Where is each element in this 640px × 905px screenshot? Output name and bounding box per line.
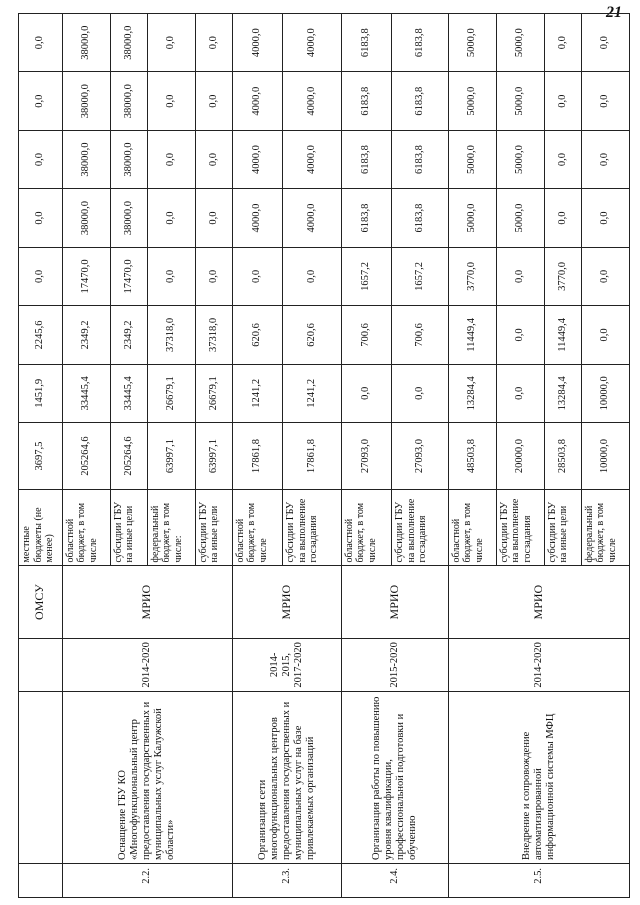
amount-cell: 48503,8 xyxy=(448,423,496,490)
amount-cell: 37318,0 xyxy=(147,306,195,364)
amount-cell: 6183,8 xyxy=(341,130,391,188)
amount-cell: 2349,2 xyxy=(110,306,147,364)
amount-cell: 4000,0 xyxy=(232,130,282,188)
amount-cell: 38000,0 xyxy=(110,72,147,130)
executor: МРИО xyxy=(232,566,341,638)
amount-cell: 0,0 xyxy=(544,130,581,188)
amount-cell: 620,6 xyxy=(283,306,342,364)
amount-cell: 620,6 xyxy=(232,306,282,364)
amount-cell: 1241,2 xyxy=(283,364,342,422)
amount-cell: 2349,2 xyxy=(62,306,110,364)
amount-cell: 700,6 xyxy=(341,306,391,364)
amount-cell: 0,0 xyxy=(232,247,282,305)
amount-cell: 6183,8 xyxy=(392,189,449,247)
amount-cell: 38000,0 xyxy=(110,14,147,72)
row-number: 2.3. xyxy=(232,864,341,898)
amount-cell: 0,0 xyxy=(195,189,232,247)
amount-cell: 38000,0 xyxy=(62,189,110,247)
funding-source: субсидии ГБУ на иные цели xyxy=(195,490,232,567)
amount-cell: 5000,0 xyxy=(496,189,544,247)
amount-cell: 17861,8 xyxy=(283,423,342,490)
amount-cell: 6183,8 xyxy=(341,72,391,130)
amount-cell: 0,0 xyxy=(147,130,195,188)
amount-cell: 3770,0 xyxy=(448,247,496,305)
amount-cell: 13284,4 xyxy=(448,364,496,422)
amount-cell: 0,0 xyxy=(581,130,629,188)
amount-cell: 33445,4 xyxy=(110,364,147,422)
amount-cell: 0,0 xyxy=(283,247,342,305)
amount-cell: 26679,1 xyxy=(147,364,195,422)
amount-cell: 1451,9 xyxy=(19,364,63,422)
amount-cell: 4000,0 xyxy=(283,72,342,130)
amount-cell: 38000,0 xyxy=(62,130,110,188)
amount-cell: 3697,5 xyxy=(19,423,63,490)
amount-cell: 0,0 xyxy=(19,189,63,247)
amount-cell: 0,0 xyxy=(195,130,232,188)
table-row xyxy=(341,14,391,898)
row-number: 2.5. xyxy=(448,864,629,898)
amount-cell: 13284,4 xyxy=(544,364,581,422)
amount-cell: 11449,4 xyxy=(448,306,496,364)
measure-name: Оснащение ГБУ КО «Многофункциональный центр предоставления государственных и муниципальных услуг Калужской области» xyxy=(62,691,232,863)
amount-cell: 5000,0 xyxy=(448,14,496,72)
amount-cell: 28503,8 xyxy=(544,423,581,490)
amount-cell: 0,0 xyxy=(19,247,63,305)
row-number: 2.4. xyxy=(341,864,448,898)
period: 2015-2020 xyxy=(341,638,448,691)
amount-cell: 10000,0 xyxy=(581,364,629,422)
period: 2014-2020 xyxy=(62,638,232,691)
measure-name: Организация сети многофункциональных центров предоставления государственных и муниципальных услуг на базе привлекаемых организаций xyxy=(232,691,341,863)
amount-cell: 0,0 xyxy=(195,247,232,305)
amount-cell: 63997,1 xyxy=(195,423,232,490)
executor: МРИО xyxy=(448,566,629,638)
amount-cell: 20000,0 xyxy=(496,423,544,490)
amount-cell: 38000,0 xyxy=(62,72,110,130)
amount-cell: 17470,0 xyxy=(110,247,147,305)
amount-cell: 4000,0 xyxy=(232,14,282,72)
amount-cell: 700,6 xyxy=(392,306,449,364)
amount-cell: 0,0 xyxy=(392,364,449,422)
table-row xyxy=(62,14,110,898)
amount-cell: 0,0 xyxy=(581,247,629,305)
period: 2014-2015, 2017-2020 xyxy=(232,638,341,691)
amount-cell: 0,0 xyxy=(195,14,232,72)
amount-cell: 0,0 xyxy=(147,247,195,305)
row-number-cell xyxy=(19,864,63,898)
amount-cell: 0,0 xyxy=(341,364,391,422)
amount-cell: 0,0 xyxy=(147,72,195,130)
row-number: 2.2. xyxy=(62,864,232,898)
amount-cell: 0,0 xyxy=(195,72,232,130)
funding-source: областной бюджет, в том числе xyxy=(232,490,282,567)
amount-cell: 3770,0 xyxy=(544,247,581,305)
amount-cell: 4000,0 xyxy=(283,14,342,72)
executor: МРИО xyxy=(341,566,448,638)
amount-cell: 0,0 xyxy=(147,189,195,247)
funding-source: областной бюджет, в том числе xyxy=(341,490,391,567)
amount-cell: 5000,0 xyxy=(448,72,496,130)
amount-cell: 6183,8 xyxy=(392,130,449,188)
amount-cell: 5000,0 xyxy=(496,14,544,72)
amount-cell: 33445,4 xyxy=(62,364,110,422)
amount-cell: 0,0 xyxy=(496,364,544,422)
amount-cell: 0,0 xyxy=(19,72,63,130)
amount-cell: 0,0 xyxy=(544,72,581,130)
funding-source: субсидии ГБУ на выполнение госзадания xyxy=(283,490,342,567)
table-row xyxy=(448,14,496,898)
table-row xyxy=(232,14,282,898)
amount-cell: 0,0 xyxy=(147,14,195,72)
funding-source: федеральный бюджет, в том числе xyxy=(581,490,629,567)
amount-cell: 0,0 xyxy=(581,72,629,130)
amount-cell: 205264,6 xyxy=(110,423,147,490)
page-number: 21 xyxy=(606,4,622,21)
amount-cell: 38000,0 xyxy=(110,130,147,188)
funding-source: субсидии ГБУ на выполнение госзадания xyxy=(392,490,449,567)
amount-cell: 0,0 xyxy=(581,189,629,247)
funding-source: федеральный бюджет, в том числе: xyxy=(147,490,195,567)
amount-cell: 1657,2 xyxy=(392,247,449,305)
measure-name: Организация работы по повышению уровня квалификации, профессиональной подготовки и обучению xyxy=(341,691,448,863)
amount-cell: 5000,0 xyxy=(496,72,544,130)
amount-cell: 0,0 xyxy=(544,14,581,72)
amount-cell: 11449,4 xyxy=(544,306,581,364)
amount-cell: 0,0 xyxy=(544,189,581,247)
amount-cell: 27093,0 xyxy=(341,423,391,490)
amount-cell: 0,0 xyxy=(496,306,544,364)
funding-source: субсидии ГБУ на выполнение госзадания xyxy=(496,490,544,567)
period-cell xyxy=(19,638,63,691)
amount-cell: 37318,0 xyxy=(195,306,232,364)
amount-cell: 26679,1 xyxy=(195,364,232,422)
measure-name: Внедрение и сопровождение автоматизированной информационной системы МФЦ xyxy=(448,691,629,863)
amount-cell: 4000,0 xyxy=(232,189,282,247)
amount-cell: 4000,0 xyxy=(283,130,342,188)
amount-cell: 5000,0 xyxy=(448,130,496,188)
amount-cell: 0,0 xyxy=(19,14,63,72)
executor: МРИО xyxy=(62,566,232,638)
executor-header: ОМСУ xyxy=(19,566,63,638)
amount-cell: 0,0 xyxy=(581,14,629,72)
amount-cell: 17470,0 xyxy=(62,247,110,305)
budget-table xyxy=(18,13,630,898)
amount-cell: 1657,2 xyxy=(341,247,391,305)
funding-source: областной бюджет, в том числе xyxy=(62,490,110,567)
amount-cell: 0,0 xyxy=(581,306,629,364)
amount-cell: 27093,0 xyxy=(392,423,449,490)
table-row xyxy=(19,14,63,898)
amount-cell: 205264,6 xyxy=(62,423,110,490)
amount-cell: 2245,6 xyxy=(19,306,63,364)
amount-cell: 63997,1 xyxy=(147,423,195,490)
funding-source: областной бюджет, в том числе xyxy=(448,490,496,567)
period: 2014-2020 xyxy=(448,638,629,691)
amount-cell: 6183,8 xyxy=(392,72,449,130)
amount-cell: 6183,8 xyxy=(341,189,391,247)
amount-cell: 4000,0 xyxy=(283,189,342,247)
amount-cell: 38000,0 xyxy=(62,14,110,72)
funding-source: субсидии ГБУ на иные цели xyxy=(110,490,147,567)
amount-cell: 5000,0 xyxy=(496,130,544,188)
amount-cell: 0,0 xyxy=(19,130,63,188)
measure-name-cell xyxy=(19,691,63,863)
amount-cell: 5000,0 xyxy=(448,189,496,247)
amount-cell: 0,0 xyxy=(496,247,544,305)
amount-cell: 1241,2 xyxy=(232,364,282,422)
funding-source: субсидии ГБУ на иные цели xyxy=(544,490,581,567)
amount-cell: 10000,0 xyxy=(581,423,629,490)
amount-cell: 6183,8 xyxy=(341,14,391,72)
amount-cell: 6183,8 xyxy=(392,14,449,72)
amount-cell: 38000,0 xyxy=(110,189,147,247)
funding-source: местные бюджеты (не менее) xyxy=(19,490,63,567)
amount-cell: 4000,0 xyxy=(232,72,282,130)
amount-cell: 17861,8 xyxy=(232,423,282,490)
